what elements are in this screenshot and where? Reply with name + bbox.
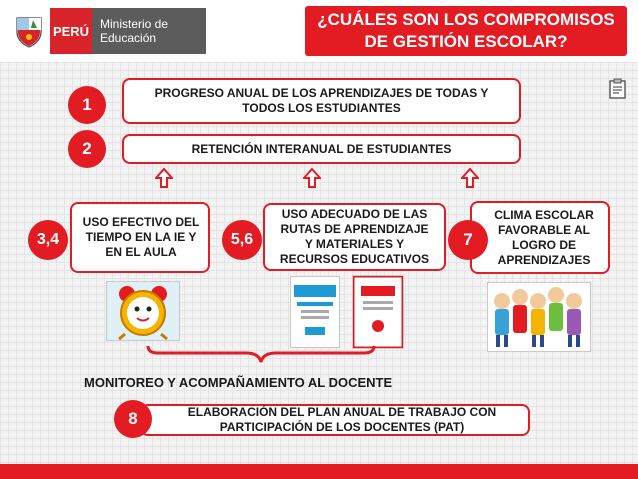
commitment-box-7: CLIMA ESCOLAR FAVORABLE AL LOGRO DE APRENDIZAJES <box>470 201 610 274</box>
notes-icon[interactable] <box>608 78 628 100</box>
ministry-logo <box>8 8 206 54</box>
commitment-box-1: PROGRESO ANUAL DE LOS APRENDIZAJES DE TODAS Y TODOS LOS ESTUDIANTES <box>122 78 521 124</box>
coat-of-arms-icon <box>8 8 50 54</box>
alarm-clock-image <box>106 281 180 341</box>
booklet-materiales-image <box>352 275 404 349</box>
logo-ministry: Ministerio de Educación <box>92 8 206 54</box>
commitment-number-7: 7 <box>448 220 488 260</box>
curly-brace-icon <box>146 344 376 364</box>
happy-children-image <box>487 282 591 352</box>
commitment-number-1: 1 <box>68 86 106 124</box>
booklet-rutas-image <box>290 276 340 348</box>
commitment-box-3-4: USO EFECTIVO DEL TIEMPO EN LA IE Y EN EL AULA <box>70 202 210 273</box>
up-arrow-icon <box>303 168 321 188</box>
commitment-box-5-6: USO ADECUADO DE LAS RUTAS DE APRENDIZAJE Y MATERIALES Y RECURSOS EDUCATIVOS <box>263 203 446 271</box>
up-arrow-icon <box>461 168 479 188</box>
commitment-box-8: ELABORACIÓN DEL PLAN ANUAL DE TRABAJO CON PARTICIPACIÓN DE LOS DOCENTES (PAT) <box>140 404 530 436</box>
monitoring-label: MONITOREO Y ACOMPAÑAMIENTO AL DOCENTE <box>84 375 393 390</box>
commitment-number-5-6: 5,6 <box>222 220 262 260</box>
commitment-box-2: RETENCIÓN INTERANUAL DE ESTUDIANTES <box>122 134 521 164</box>
footer-band <box>0 464 638 479</box>
commitment-number-2: 2 <box>68 130 106 168</box>
commitment-number-8: 8 <box>114 400 152 438</box>
logo-country: PERÚ <box>50 8 92 54</box>
commitment-number-3-4: 3,4 <box>28 220 68 260</box>
page-title: ¿CUÁLES SON LOS COMPROMISOS DE GESTIÓN ESCOLAR? <box>305 6 627 56</box>
up-arrow-icon <box>155 168 173 188</box>
